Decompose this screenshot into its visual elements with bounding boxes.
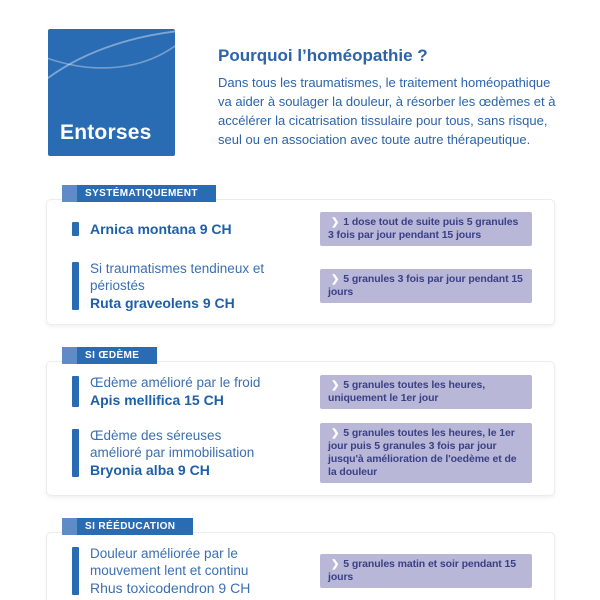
row-left [72, 374, 308, 409]
chevron-icon: ❯ [331, 274, 340, 285]
row-description [90, 545, 250, 579]
dosage-box [320, 375, 532, 409]
section [46, 516, 555, 600]
bullet-bar-icon [72, 429, 79, 477]
bullet-bar-icon [72, 547, 79, 595]
dosage-box [320, 212, 532, 246]
dosage-text: 5 granules 3 fois par jour pendant 15 jours [328, 273, 523, 298]
intro-body: Dans tous les traumatismes, le traitement homéopathique va aider à soulager la douleur, à résorber les œdèmes et à accélérer la cicatrisation tissulaire pour tous, sans risque, seul ou en association avec toute autre thérapeutique. [218, 75, 556, 147]
row-text [90, 260, 308, 312]
remedy-name: Apis mellifica 15 CH [90, 392, 224, 408]
description-line: amélioré par immobilisation [90, 445, 255, 460]
section [46, 183, 555, 325]
remedy-row [72, 423, 532, 483]
row-text [90, 220, 232, 238]
chevron-icon: ❯ [331, 217, 340, 228]
row-text [90, 427, 254, 479]
row-left [72, 545, 308, 597]
remedy-row [72, 212, 532, 246]
row-text [90, 545, 250, 597]
bullet-bar-icon [72, 222, 79, 236]
remedy-name: Ruta graveolens 9 CH [90, 295, 235, 311]
intro-title: Pourquoi l’homéopathie ? [218, 46, 428, 65]
dosage-text: 5 granules toutes les heures, uniquement le 1er jour [328, 378, 486, 404]
row-left [72, 220, 308, 238]
chevron-icon: ❯ [331, 379, 340, 391]
chevron-icon: ❯ [331, 559, 340, 570]
row-description [90, 427, 254, 461]
bullet-bar-icon [72, 262, 79, 310]
section-label: SI ŒDÈME [62, 347, 157, 364]
dosage-text: 1 dose tout de suite puis 5 granules 3 fois par jour pendant 15 jours [328, 216, 519, 241]
description-line: Si traumatismes tendineux et périostés [90, 261, 265, 293]
remedy-name: Arnica montana 9 CH [90, 221, 232, 237]
sections [46, 183, 555, 600]
brand-tile [48, 29, 175, 156]
dosage-text: 5 granules matin et soir pendant 15 jours [328, 558, 516, 583]
description-line: Œdème des séreuses [90, 428, 222, 443]
dosage-text: 5 granules toutes les heures, le 1er jour puis 5 granules 3 fois par jour jusqu'à amélioration de l'oedème et de la douleur [328, 427, 517, 478]
card [46, 199, 555, 325]
section [46, 345, 555, 496]
chevron-icon: ❯ [331, 428, 340, 439]
card [46, 532, 555, 600]
section-label: SI RÉÉDUCATION [62, 518, 193, 535]
card [46, 361, 555, 496]
description-line: Œdème amélioré par le froid [90, 375, 261, 390]
dosage-box [320, 554, 532, 588]
intro-block [218, 46, 556, 149]
bullet-bar-icon [72, 376, 79, 407]
description-line: Douleur améliorée par le [90, 546, 238, 561]
remedy-row [72, 260, 532, 312]
dosage-box [320, 423, 532, 483]
remedy-name: Bryonia alba 9 CH [90, 462, 210, 478]
dosage-box [320, 269, 532, 303]
remedy-row [72, 545, 532, 597]
description-line: mouvement lent et continu [90, 563, 249, 578]
row-text [90, 374, 260, 409]
row-left [72, 427, 308, 479]
row-left [72, 260, 308, 312]
remedy-name: Rhus toxicodendron 9 CH [90, 580, 251, 596]
section-label: SYSTÉMATIQUEMENT [62, 185, 216, 202]
row-description [90, 260, 308, 294]
row-description [90, 374, 260, 391]
remedy-row [72, 374, 532, 409]
brand-title: Entorses [60, 121, 152, 144]
